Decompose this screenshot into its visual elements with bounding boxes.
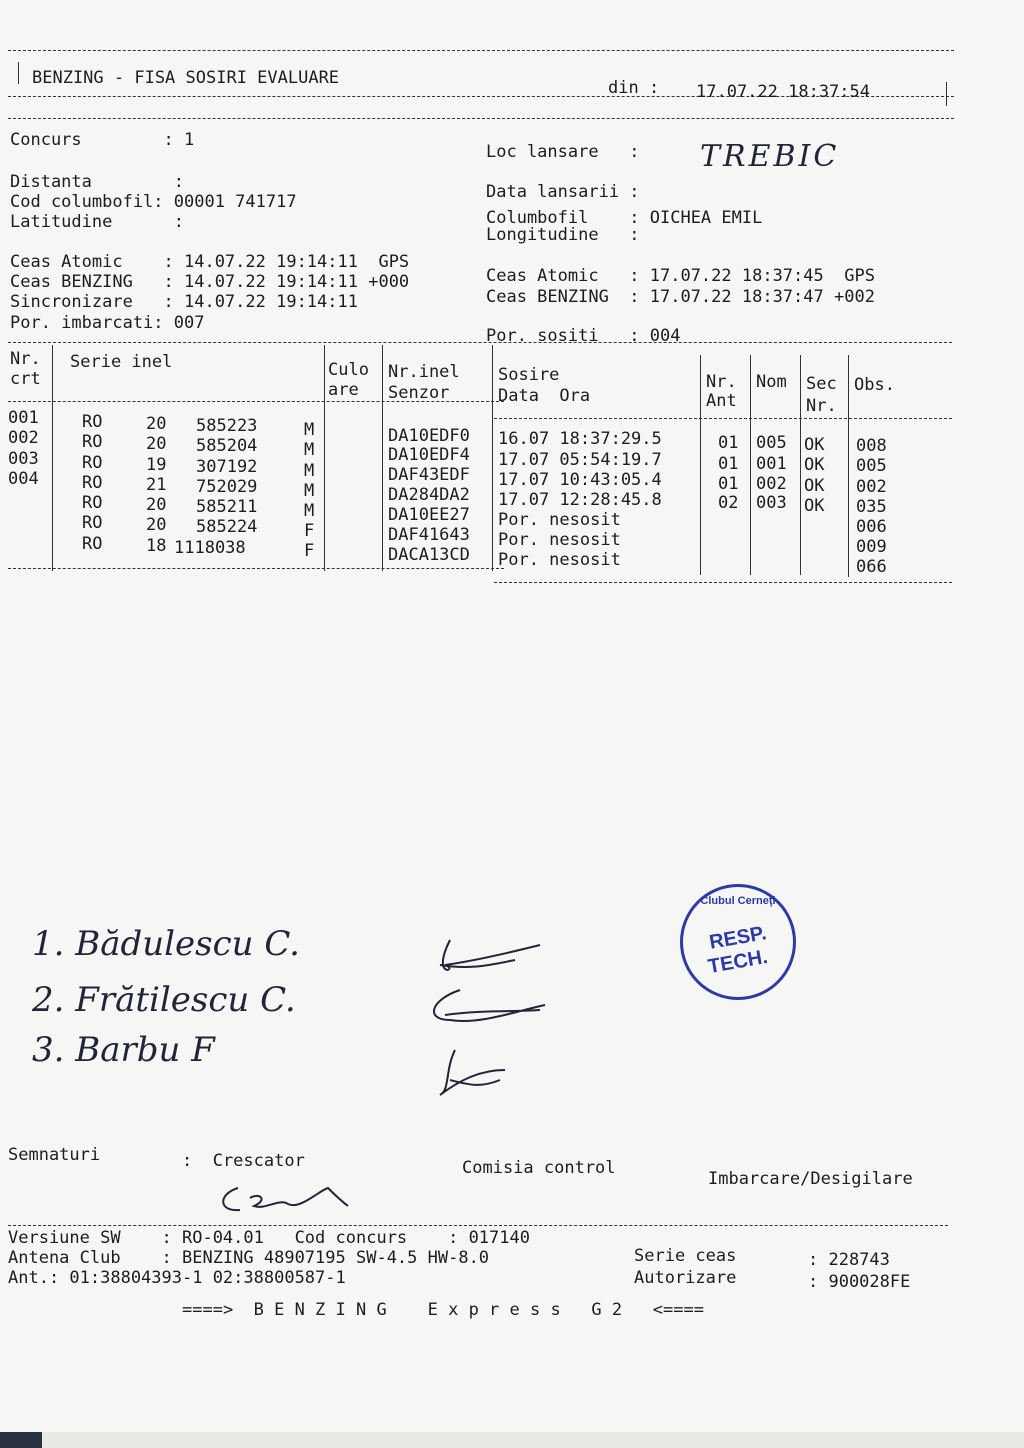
row-sec: OK <box>804 455 825 475</box>
header-left-bar <box>18 62 19 84</box>
header-bottom-rule <box>8 118 954 119</box>
row-sec: OK <box>804 496 825 516</box>
col-sep-6 <box>750 355 751 575</box>
row-sensor: DACA13CD <box>388 545 470 565</box>
row-ring: 585204 <box>196 436 258 456</box>
row-nom: 005 <box>756 433 787 453</box>
row-obs: 005 <box>856 456 887 476</box>
row-sensor: DAF43EDF <box>388 465 470 485</box>
date-label: din : <box>608 78 660 98</box>
porumbei-sositi: Por. sositi : 004 <box>486 326 681 346</box>
table-header-rule-right <box>494 418 952 419</box>
hdr-data-ora: Data Ora <box>498 386 591 406</box>
row-year: 20 <box>146 414 167 434</box>
row-arrival: Por. nesosit <box>498 550 621 570</box>
row-sex: M <box>304 481 315 501</box>
table-header-rule-left <box>8 401 504 402</box>
row-country: RO <box>82 453 103 473</box>
loc-lansare-label: Loc lansare : <box>486 142 640 162</box>
row-nr: 002 <box>8 428 39 448</box>
row-country: RO <box>82 534 103 554</box>
row-country: RO <box>82 493 103 513</box>
loc-lansare-handwritten: TREBIC <box>700 139 840 174</box>
handwritten-signatures <box>420 920 560 1110</box>
serie-ceas-value: : 228743 <box>808 1250 890 1270</box>
row-sex: M <box>304 440 315 460</box>
row-arrival: Por. nesosit <box>498 510 621 530</box>
crescator-label: : Crescator <box>182 1151 305 1171</box>
row-sensor: DAF41643 <box>388 525 470 545</box>
row-sensor: DA284DA2 <box>388 485 470 505</box>
row-ring: 585223 <box>196 416 258 436</box>
row-ant: 01 <box>718 454 739 474</box>
comisia-label: Comisia control <box>462 1158 616 1178</box>
hdr-obs: Obs. <box>854 375 895 395</box>
row-arrival: 17.07 05:54:19.7 <box>498 450 662 470</box>
row-obs: 006 <box>856 517 887 537</box>
row-year: 20 <box>146 434 167 454</box>
row-ring: 1118038 <box>174 538 246 558</box>
row-nom: 002 <box>756 474 787 494</box>
row-ring: 585224 <box>196 517 258 537</box>
row-sec: OK <box>804 476 825 496</box>
col-sep-3 <box>382 345 383 571</box>
handwritten-name-3: 3. Barbu F <box>32 1030 215 1070</box>
concurs-line: Concurs : 1 <box>10 130 195 150</box>
header-top-rule <box>8 50 954 51</box>
stamp-line-2: TECH. <box>706 945 770 979</box>
columbofil-line: Columbofil : OICHEA EMIL <box>486 208 763 228</box>
col-sep-1 <box>52 345 53 571</box>
row-ant: 01 <box>718 474 739 494</box>
row-country: RO <box>82 513 103 533</box>
hdr-nr: Nr. <box>10 349 41 369</box>
row-nom: 003 <box>756 493 787 513</box>
hdr-sosire: Sosire <box>498 365 560 385</box>
row-arrival: 16.07 18:37:29.5 <box>498 429 662 449</box>
hdr-senzor: Senzor <box>388 383 450 403</box>
data-lansarii-line: Data lansarii : <box>486 182 640 202</box>
hdr-sec: Sec <box>806 374 837 394</box>
row-sex: M <box>304 461 315 481</box>
hdr-nom: Nom <box>756 372 787 392</box>
row-obs: 002 <box>856 477 887 497</box>
row-ring: 585211 <box>196 497 258 517</box>
versiune-line: Versiune SW : RO-04.01 Cod concurs : 017140 <box>8 1228 530 1248</box>
porumbei-imbarcati: Por. imbarcati: 007 <box>10 313 205 333</box>
hdr-ant: Ant <box>706 391 737 411</box>
row-year: 21 <box>146 475 167 495</box>
row-ant: 02 <box>718 493 739 513</box>
cod-columbofil-line: Cod columbofil: 00001 741717 <box>10 192 297 212</box>
row-sex: F <box>304 541 315 561</box>
row-year: 20 <box>146 495 167 515</box>
row-year: 18 <box>146 536 167 556</box>
row-obs: 066 <box>856 557 887 577</box>
autorizare-label: Autorizare <box>634 1268 737 1288</box>
ant-line: Ant.: 01:38804393-1 02:38800587-1 <box>8 1268 346 1288</box>
hdr-nr-ant: Nr. <box>706 372 737 392</box>
row-nr: 001 <box>8 408 39 428</box>
row-nom: 001 <box>756 454 787 474</box>
hdr-sec-nr: Nr. <box>806 396 837 416</box>
row-obs: 035 <box>856 497 887 517</box>
document-title: BENZING - FISA SOSIRI EVALUARE <box>32 68 340 88</box>
distanta-line: Distanta : <box>10 172 184 192</box>
ceas-benzing-start: Ceas BENZING : 14.07.22 19:14:11 +000 <box>10 272 410 292</box>
hdr-culo: Culo <box>328 360 369 380</box>
stamp-club-name: Clubul Cerneţi <box>700 895 776 907</box>
benzing-express-banner: ====> B E N Z I N G E x p r e s s G 2 <==== <box>182 1300 704 1320</box>
col-sep-8 <box>848 355 849 577</box>
table-top-rule <box>8 342 952 343</box>
antena-line: Antena Club : BENZING 48907195 SW-4.5 HW-8.0 <box>8 1248 490 1268</box>
ceas-benzing-end: Ceas BENZING : 17.07.22 18:37:47 +002 <box>486 287 875 307</box>
table-bottom-rule-right <box>494 582 952 583</box>
hdr-nr-inel: Nr.inel <box>388 362 460 382</box>
row-year: 20 <box>146 515 167 535</box>
hdr-are: are <box>328 380 359 400</box>
col-sep-4 <box>492 345 493 571</box>
handwritten-name-2: 2. Frătilescu C. <box>32 980 296 1020</box>
row-arrival: Por. nesosit <box>498 530 621 550</box>
semnaturi-label: Semnaturi <box>8 1145 101 1165</box>
footer-rule <box>8 1225 948 1226</box>
club-stamp <box>680 884 796 1000</box>
row-ring: 752029 <box>196 477 258 497</box>
row-arrival: 17.07 12:28:45.8 <box>498 490 662 510</box>
col-sep-5 <box>700 355 701 575</box>
ceas-atomic-end: Ceas Atomic : 17.07.22 18:37:45 GPS <box>486 266 875 286</box>
row-sex: M <box>304 420 315 440</box>
header-right-bar <box>946 82 947 106</box>
stamp-line-1: RESP. <box>707 922 769 954</box>
ceas-atomic-start: Ceas Atomic : 14.07.22 19:14:11 GPS <box>10 252 410 272</box>
imbarcare-label: Imbarcare/Desigilare <box>708 1169 913 1189</box>
row-nr: 003 <box>8 449 39 469</box>
row-sensor: DA10EDF0 <box>388 426 470 446</box>
scan-bottom-edge <box>0 1432 1024 1448</box>
date-value: 17.07.22 18:37:54 <box>696 82 870 102</box>
sincronizare-line: Sincronizare : 14.07.22 19:14:11 <box>10 292 358 312</box>
row-arrival: 17.07 10:43:05.4 <box>498 470 662 490</box>
hdr-serie-inel: Serie inel <box>70 352 173 372</box>
row-ring: 307192 <box>196 457 258 477</box>
row-nr: 004 <box>8 469 39 489</box>
row-sec: OK <box>804 435 825 455</box>
autorizare-value: : 900028FE <box>808 1272 911 1292</box>
table-bottom-rule-left <box>8 568 504 569</box>
scan-dark-corner <box>0 1432 42 1448</box>
col-sep-2 <box>324 345 325 571</box>
serie-ceas-label: Serie ceas <box>634 1246 737 1266</box>
longitudine-line: Longitudine : <box>486 225 640 245</box>
hdr-crt: crt <box>10 369 41 389</box>
row-sex: F <box>304 521 315 541</box>
row-obs: 009 <box>856 537 887 557</box>
row-ant: 01 <box>718 433 739 453</box>
row-obs: 008 <box>856 436 887 456</box>
breeder-signature <box>210 1180 360 1220</box>
col-sep-7 <box>800 355 801 575</box>
row-sensor: DA10EDF4 <box>388 445 470 465</box>
row-sex: M <box>304 501 315 521</box>
row-sensor: DA10EE27 <box>388 505 470 525</box>
handwritten-name-1: 1. Bădulescu C. <box>32 924 300 964</box>
row-year: 19 <box>146 455 167 475</box>
row-country: RO <box>82 473 103 493</box>
latitudine-line: Latitudine : <box>10 212 184 232</box>
row-country: RO <box>82 432 103 452</box>
row-country: RO <box>82 412 103 432</box>
